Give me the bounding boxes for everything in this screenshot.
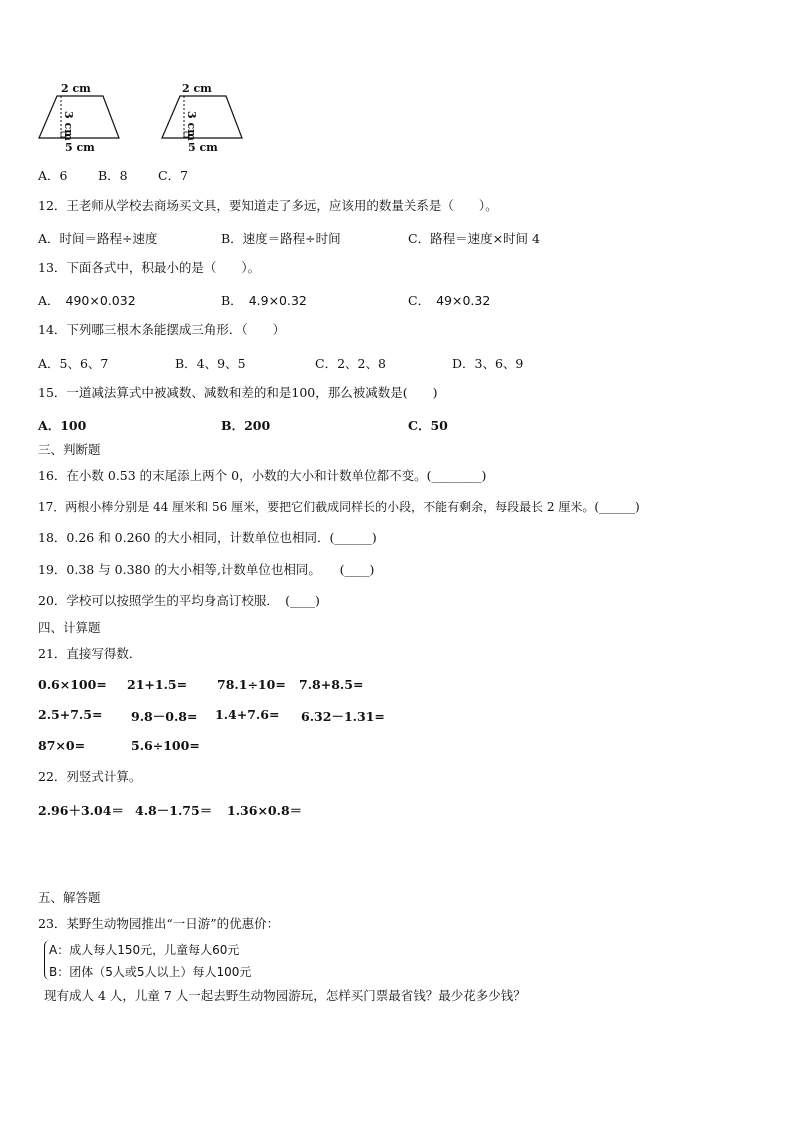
section-5-heading: 五、解答题 (38, 890, 101, 905)
trap-a-height-label: 3 cm (62, 111, 75, 141)
q21-item: 78.1÷10= (217, 677, 286, 692)
q17: 17．两根小棒分别是 44 厘米和 56 厘米，要把它们截成同样长的小段，不能有剩余，每段最长 2 厘米。(______) (38, 500, 640, 514)
q23-option-b: B：团体（5人或5人以上）每人100元 (49, 965, 252, 979)
q23-stem: 23．某野生动物园推出“一日游”的优惠价： (38, 916, 280, 931)
q16: 16．在小数 0.53 的末尾添上两个 0，小数的大小和计数单位都不变。(________) (38, 468, 487, 483)
trap-a-bottom-label: 5 cm (65, 141, 95, 154)
q14-option-b: B．4、9、5 (175, 356, 246, 371)
q11-option-b: B．8 (98, 168, 128, 183)
q12-option-a: A．时间＝路程÷速度 (38, 231, 158, 246)
q21-item: 2.5+7.5= (38, 707, 103, 722)
q15-option-a: A．100 (38, 418, 87, 433)
trap-b-height-label: 3 cm (185, 111, 198, 141)
q15-option-c: C．50 (408, 418, 448, 433)
q21-item: 5.6÷100= (131, 738, 200, 753)
q11-option-a: A．6 (38, 168, 68, 183)
q15-stem: 15．一道减法算式中被减数、减数和差的和是100，那么被减数是( ) (38, 385, 438, 400)
q20: 20．学校可以按照学生的平均身高订校服． (____) (38, 593, 320, 608)
q22-item: 2.96＋3.04＝ (38, 803, 124, 818)
q13-option-a-expr: 490×0.032 (65, 293, 136, 308)
q13-option-c (408, 291, 490, 309)
section-4-heading: 四、计算题 (38, 620, 101, 635)
q19: 19．0.38 与 0.380 的大小相等,计数单位也相同。 (____) (38, 562, 375, 577)
q13-stem: 13．下面各式中，积最小的是（ ）。 (38, 260, 261, 275)
section-3-heading: 三、判断题 (38, 442, 101, 457)
q22-stem: 22．列竖式计算。 (38, 769, 142, 784)
q21-item: 0.6×100= (38, 677, 107, 692)
q21-item: 21+1.5= (127, 677, 188, 692)
q14-stem: 14．下列哪三根木条能摆成三角形．（ ） (38, 322, 286, 337)
q22-item: 1.36×0.8＝ (227, 803, 303, 818)
trap-b-top-label: 2 cm (182, 82, 212, 95)
q11-option-c: C．7 (158, 168, 189, 183)
q13-option-a (38, 291, 136, 309)
q14-option-d: D．3、6、9 (452, 356, 524, 371)
q21-item: 9.8－0.8= (131, 709, 198, 724)
q13-option-c-label: C． (408, 293, 431, 308)
q21-item: 87×0= (38, 738, 86, 753)
q23-question: 现有成人 4 人，儿童 7 人一起去野生动物园游玩，怎样买门票最省钱？最少花多少钱？ (44, 988, 526, 1003)
q15-option-b: B．200 (221, 418, 271, 433)
q21-item: 6.32－1.31= (301, 709, 385, 724)
q23-option-a: A：成人每人150元，儿童每人60元 (49, 943, 240, 957)
q13-option-a-label: A． (38, 293, 60, 308)
q12-option-b: B．速度＝路程÷时间 (221, 231, 341, 246)
q12-option-c: C．路程＝速度×时间 4 (408, 231, 540, 246)
q13-option-b-expr: 4.9×0.32 (248, 293, 307, 308)
trapezoid-figure-b (158, 80, 248, 158)
q13-option-b-label: B． (221, 293, 243, 308)
trap-b-bottom-label: 5 cm (188, 141, 218, 154)
q21-item: 1.4+7.6= (215, 707, 280, 722)
q13-option-c-expr: 49×0.32 (436, 293, 491, 308)
q14-option-c: C．2、2、8 (315, 356, 386, 371)
q18: 18．0.26 和 0.260 的大小相同，计数单位也相同．(______) (38, 530, 377, 545)
q22-item: 4.8－1.75＝ (135, 803, 213, 818)
q21-stem: 21．直接写得数． (38, 646, 142, 661)
q14-option-a: A．5、6、7 (38, 356, 109, 371)
trapezoid-figure-a (35, 80, 125, 158)
trap-a-top-label: 2 cm (61, 82, 91, 95)
q12-stem: 12．王老师从学校去商场买文具，要知道走了多远，应该用的数量关系是（ ）。 (38, 198, 498, 213)
q21-item: 7.8+8.5= (299, 677, 364, 692)
q13-option-b (221, 291, 307, 309)
